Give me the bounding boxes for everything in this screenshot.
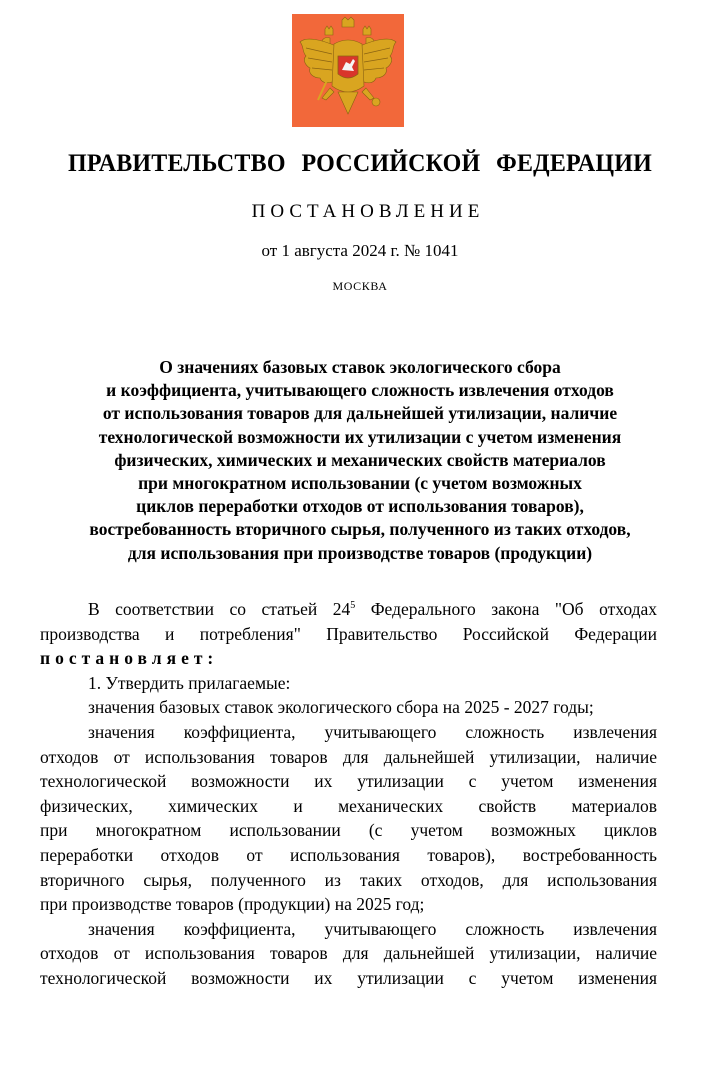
subject-line: при многократном использовании (с учетом возможных xyxy=(138,473,582,494)
body-line: отходов от использования товаров для дальнейшей утилизации, наличие xyxy=(40,943,657,964)
subject-line: и коэффициента, учитывающего сложность извлечения отходов xyxy=(106,380,614,401)
subject-line: востребованность вторичного сырья, полученного из таких отходов, xyxy=(89,519,631,540)
subject-line: от использования товаров для дальнейшей утилизации, наличие xyxy=(102,403,618,424)
body-line: при многократном использовании (с учетом возможных циклов xyxy=(40,820,657,841)
body-line xyxy=(40,597,657,622)
body-line: переработки отходов от использования товаров), востребованность xyxy=(40,844,657,865)
subject-line: для использования при производстве товаров (продукции) xyxy=(127,542,593,563)
body-line: при производстве товаров (продукции) на 2025 год; xyxy=(40,894,425,915)
body-line: физических, химических и механических свойств материалов xyxy=(40,795,657,816)
intro-text-b: Федерального закона "Об отходах xyxy=(355,599,657,619)
body-line: отходов от использования товаров для дальнейшей утилизации, наличие xyxy=(40,746,657,767)
subject-line: технологической возможности их утилизации с учетом изменения xyxy=(98,426,622,447)
body-line: значения коэффициента, учитывающего сложность извлечения xyxy=(88,721,657,742)
subject-line: физических, химических и механических свойств материалов xyxy=(114,449,606,470)
subject-line: О значениях базовых ставок экологического сбора xyxy=(159,357,561,377)
document-subject xyxy=(30,356,690,565)
item-1: 1. Утвердить прилагаемые: xyxy=(88,672,291,693)
subject-line: циклов переработки отходов от использования товаров), xyxy=(136,496,584,517)
article-superscript: 5 xyxy=(350,600,356,612)
document-body xyxy=(40,597,657,991)
body-line: технологической возможности их утилизации с учетом изменения xyxy=(40,771,657,792)
paragraph-1: значения базовых ставок экологического сбора на 2025 - 2027 годы; xyxy=(88,697,594,718)
government-title: ПРАВИТЕЛЬСТВО РОССИЙСКОЙ ФЕДЕРАЦИИ xyxy=(68,150,652,177)
coat-of-arms-icon xyxy=(292,14,404,127)
document-type: ПОСТАНОВЛЕНИЕ xyxy=(251,201,485,222)
body-line: производства и потребления" Правительство Российской Федерации xyxy=(40,623,657,644)
body-line: технологической возможности их утилизации с учетом изменения xyxy=(40,967,657,988)
document-city: МОСКВА xyxy=(332,279,388,293)
document-date-number: от 1 августа 2024 г. № 1041 xyxy=(261,241,459,260)
decree-word: постановляет: xyxy=(40,648,219,669)
body-line: значения коэффициента, учитывающего сложность извлечения xyxy=(88,918,657,939)
body-line: вторичного сырья, полученного из таких отходов, для использования xyxy=(40,869,657,890)
intro-text-a: В соответствии со статьей 24 xyxy=(88,599,351,619)
